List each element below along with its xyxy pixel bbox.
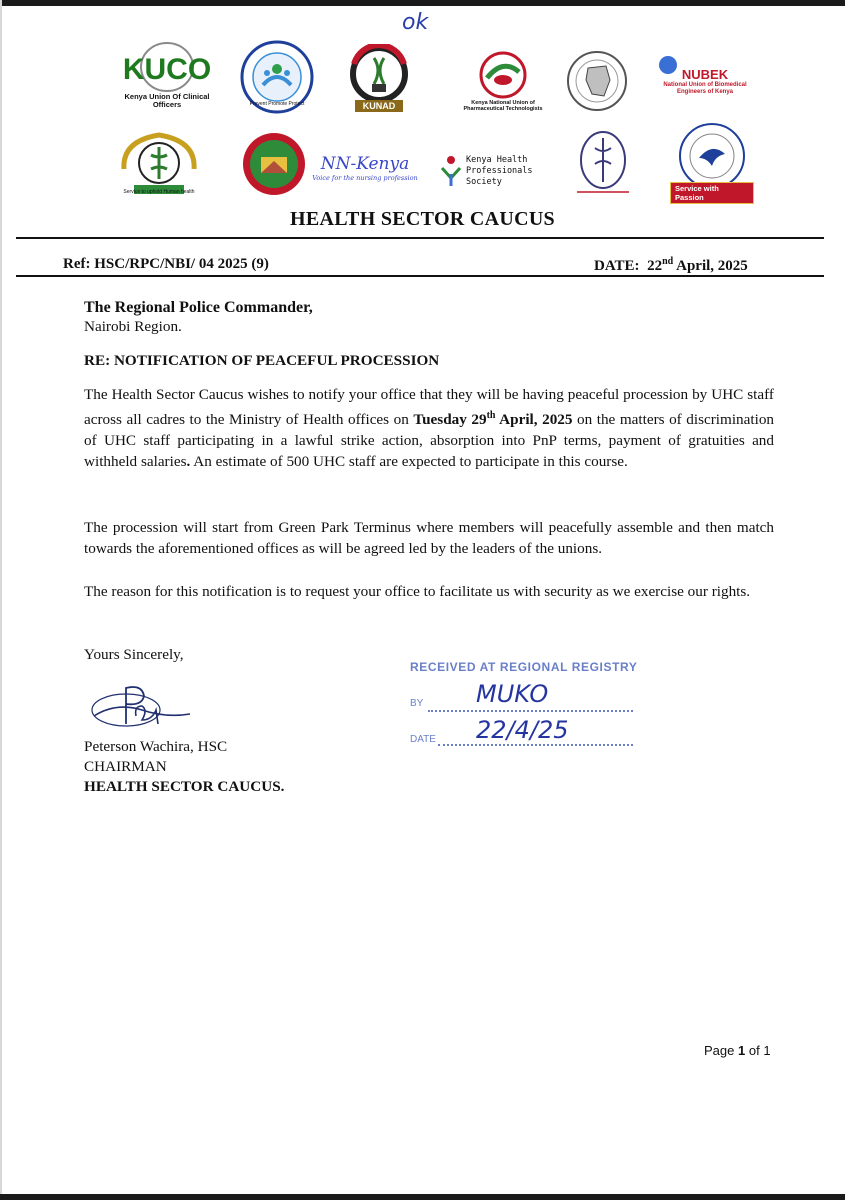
oval-emblem-logo bbox=[566, 126, 640, 198]
stamp-date-line bbox=[438, 744, 633, 746]
p2-text: The procession will start from Green Park Terminus where members will peacefully assemble and then match towards the aforementioned offices as will be agreed led by the leaders of the unions. bbox=[84, 519, 774, 557]
kuco-emblem bbox=[112, 41, 222, 93]
letter-date bbox=[594, 256, 748, 275]
recipient-title: The Regional Police Commander, bbox=[84, 299, 313, 316]
header-rule bbox=[16, 275, 824, 277]
stamp-date-handwritten: 22/4/25 bbox=[476, 716, 569, 744]
signature bbox=[86, 680, 196, 736]
map-emblem-logo bbox=[564, 48, 630, 114]
khps-logo bbox=[440, 150, 558, 192]
page-number bbox=[704, 1043, 771, 1058]
nubek-mark bbox=[656, 54, 696, 76]
stamp-by-handwritten: MUKO bbox=[476, 680, 549, 708]
kunad-emblem bbox=[344, 44, 414, 100]
date-suffix: nd bbox=[662, 256, 674, 267]
date-label: DATE: bbox=[594, 258, 640, 274]
p1-bold-sup: th bbox=[486, 410, 496, 421]
ok-annotation: ok bbox=[402, 10, 429, 35]
kunad-logo bbox=[340, 40, 418, 116]
signatory-org: HEALTH SECTOR CAUCUS. bbox=[84, 778, 285, 795]
stamp-date-label: DATE bbox=[410, 734, 436, 745]
p3-text: The reason for this notification is to request your office to facilitate us with security as we exercise our rights. bbox=[84, 583, 751, 600]
social-workers-logo bbox=[670, 122, 754, 204]
date-rest: April, 2025 bbox=[676, 258, 748, 274]
knupt-logo bbox=[458, 42, 548, 120]
recipient-location: Nairobi Region. bbox=[84, 318, 182, 335]
paragraph-3 bbox=[84, 581, 774, 602]
green-emblem-logo bbox=[240, 130, 308, 198]
signatory-title: CHAIRMAN bbox=[84, 758, 167, 775]
khps-name: Kenya Health Professionals Society bbox=[466, 154, 533, 187]
p1-text-b: on the matters of discrimination of UHC staff participating in a lawful strike action, absorption into PnP terms, payment of gratuities and withheld salaries bbox=[84, 411, 775, 471]
subject-line: RE: NOTIFICATION OF PEACEFUL PROCESSION bbox=[84, 352, 440, 369]
page-current: 1 bbox=[738, 1043, 746, 1058]
stamp-title: RECEIVED AT REGIONAL REGISTRY bbox=[410, 660, 638, 674]
nubek-caption: National Union of Biomedical Engineers of Kenya bbox=[663, 81, 747, 95]
knupt-emblem bbox=[473, 50, 533, 100]
p1-bold-date bbox=[413, 411, 572, 428]
p1-bold-period: . bbox=[186, 453, 191, 471]
social-workers-emblem bbox=[673, 122, 751, 190]
oval-emblem bbox=[573, 128, 633, 196]
khps-mark bbox=[440, 154, 462, 188]
p1-text-c: An estimate of 500 UHC staff are expected to participate in this course. bbox=[190, 453, 628, 471]
nnak-name: NN-Kenya bbox=[320, 154, 410, 174]
page-total: 1 bbox=[763, 1043, 771, 1058]
nnak-logo bbox=[306, 146, 424, 190]
social-workers-caption: Service with Passion bbox=[670, 182, 754, 204]
clinical-officers-association-logo bbox=[112, 124, 206, 204]
knupt-caption: Kenya National Union of Pharmaceutical Technologists bbox=[463, 99, 543, 112]
bottom-border bbox=[0, 1194, 845, 1200]
p1-bold-day: Tuesday 29 bbox=[413, 411, 487, 429]
paragraph-1 bbox=[84, 384, 774, 472]
left-edge bbox=[0, 0, 2, 1200]
nubek-logo bbox=[652, 52, 758, 116]
map-emblem bbox=[566, 50, 628, 112]
nnak-caption: Voice for the nursing profession bbox=[312, 174, 418, 182]
p1-text-a: The Health Sector Caucus wishes to notify your office that they will be having peaceful procession by UHC staff across all cadres to the Ministry of Health offices on bbox=[84, 386, 774, 429]
top-border bbox=[0, 0, 845, 6]
stamp-by-line bbox=[428, 710, 633, 712]
health-workers-caption: Prevent Promote Protect bbox=[249, 101, 305, 107]
page-of: of bbox=[748, 1043, 760, 1058]
svg-text:KUCO: KUCO bbox=[122, 52, 212, 86]
caucus-title: HEALTH SECTOR CAUCUS bbox=[290, 208, 555, 230]
received-stamp bbox=[406, 658, 646, 748]
closing: Yours Sincerely, bbox=[84, 646, 184, 663]
p1-bold-rest: April, 2025 bbox=[495, 411, 573, 429]
date-day: 22 bbox=[647, 258, 663, 274]
kunad-name: KUNAD bbox=[355, 100, 404, 112]
stamp-by-label: BY bbox=[410, 698, 424, 709]
title-rule bbox=[16, 237, 824, 239]
paragraph-2 bbox=[84, 517, 774, 559]
nubek-name: NUBEK bbox=[681, 66, 729, 82]
page-label: Page bbox=[704, 1043, 735, 1058]
kuco-logo bbox=[112, 40, 222, 110]
green-emblem bbox=[241, 131, 307, 197]
kuco-caption: Kenya Union Of Clinical Officers bbox=[124, 91, 210, 109]
kenya-health-workers-logo bbox=[238, 38, 316, 116]
signatory-name: Peterson Wachira, HSC bbox=[84, 738, 228, 755]
reference-number: Ref: HSC/RPC/NBI/ 04 2025 (9) bbox=[63, 256, 269, 272]
coa-caption: Service to uphold Human health bbox=[123, 189, 195, 195]
